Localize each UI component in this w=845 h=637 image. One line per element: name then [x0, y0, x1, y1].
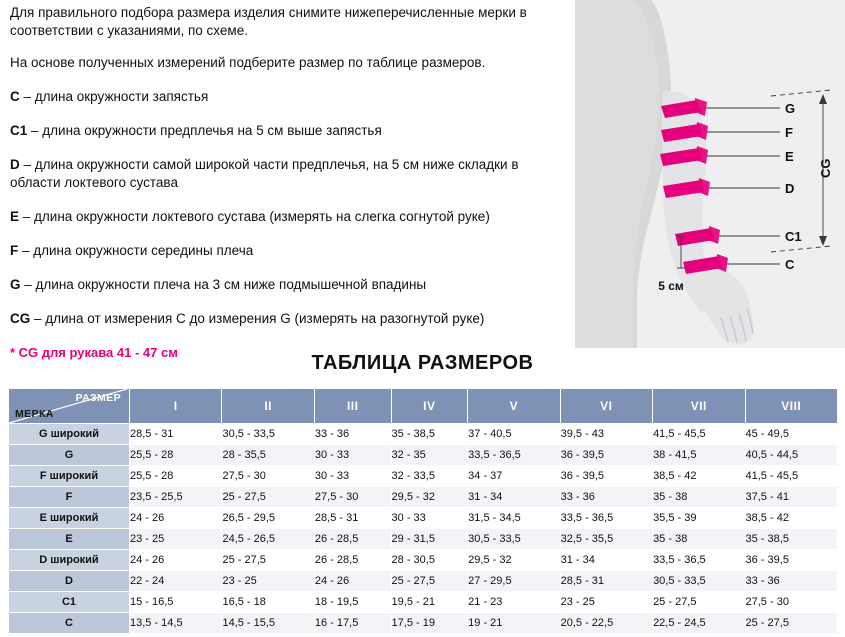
cell-value: 36 - 39,5 [560, 445, 652, 466]
cell-value: 39,5 - 43 [560, 424, 652, 445]
cell-value: 30 - 33 [314, 445, 391, 466]
column-header-v: V [468, 389, 560, 424]
label-e: E [785, 149, 794, 164]
size-table-body [9, 424, 838, 634]
cell-value: 24 - 26 [130, 508, 222, 529]
cell-value: 23 - 25 [222, 571, 314, 592]
column-header-viii: VIII [745, 389, 837, 424]
definition-key-e: E [10, 209, 20, 224]
cell-value: 45 - 49,5 [745, 424, 837, 445]
cell-value: 41,5 - 45,5 [745, 466, 837, 487]
corner-size-label: РАЗМЕР [75, 392, 121, 404]
column-header-ii: II [222, 389, 314, 424]
cell-value: 33,5 - 36,5 [468, 445, 560, 466]
row-label: E [9, 529, 130, 550]
label-c1: C1 [785, 229, 802, 244]
size-table-title: ТАБЛИЦА РАЗМЕРОВ [311, 352, 534, 374]
cell-value: 30,5 - 33,5 [222, 424, 314, 445]
definition-text-e: – длина окружности локтевого сустава (измерять на слегка согнутой руке) [19, 209, 490, 224]
cell-value: 13,5 - 14,5 [130, 613, 222, 634]
definition-d [10, 156, 570, 192]
cell-value: 25 - 27,5 [222, 550, 314, 571]
cell-value: 23 - 25 [560, 592, 652, 613]
intro-paragraph-2: На основе полученных измерений подберите размер по таблице размеров. [10, 55, 486, 70]
definition-e [10, 208, 570, 226]
row-label: D [9, 571, 130, 592]
definition-c [10, 88, 570, 106]
definition-text-d: – длина окружности самой широкой части предплечья, на 5 см ниже складки в области локтевого сустава [10, 157, 519, 190]
definition-text-f: – длина окружности середины плеча [18, 243, 254, 258]
cell-value: 31 - 34 [560, 550, 652, 571]
definition-g [10, 276, 570, 294]
cell-value: 41,5 - 45,5 [653, 424, 745, 445]
cell-value: 33,5 - 36,5 [560, 508, 652, 529]
cell-value: 28,5 - 31 [130, 424, 222, 445]
definition-text-g: – длина окружности плеча на 3 см ниже подмышечной впадины [20, 277, 427, 292]
table-row [9, 571, 838, 592]
cell-value: 22,5 - 24,5 [653, 613, 745, 634]
cell-value: 31,5 - 34,5 [468, 508, 560, 529]
definition-text-c: – длина окружности запястья [19, 89, 209, 104]
sleeve-note: * CG для рукава 41 - 47 см [10, 345, 178, 360]
cell-value: 32 - 33,5 [391, 466, 468, 487]
cell-value: 30 - 33 [391, 508, 468, 529]
cell-value: 35 - 38 [653, 529, 745, 550]
column-header-i: I [130, 389, 222, 424]
cell-value: 24,5 - 26,5 [222, 529, 314, 550]
instructions-column [10, 4, 570, 361]
label-c: C [785, 257, 795, 272]
cell-value: 28 - 30,5 [391, 550, 468, 571]
table-row [9, 424, 838, 445]
table-row [9, 550, 838, 571]
cell-value: 25 - 27,5 [745, 613, 837, 634]
cell-value: 31 - 34 [468, 487, 560, 508]
definition-cg [10, 310, 570, 328]
cell-value: 28,5 - 31 [560, 571, 652, 592]
cell-value: 25,5 - 28 [130, 445, 222, 466]
label-5cm: 5 см [658, 279, 684, 293]
size-table-wrapper [8, 388, 838, 634]
definition-key-d: D [10, 157, 20, 172]
cell-value: 36 - 39,5 [560, 466, 652, 487]
cell-value: 35 - 38 [653, 487, 745, 508]
cell-value: 27,5 - 30 [314, 487, 391, 508]
cell-value: 26 - 28,5 [314, 550, 391, 571]
cell-value: 16 - 17,5 [314, 613, 391, 634]
cell-value: 16,5 - 18 [222, 592, 314, 613]
cell-value: 25 - 27,5 [222, 487, 314, 508]
cell-value: 19 - 21 [468, 613, 560, 634]
definition-key-cg: CG [10, 311, 31, 326]
cell-value: 23,5 - 25,5 [130, 487, 222, 508]
definition-c1 [10, 122, 570, 140]
label-d: D [785, 181, 795, 196]
definition-text-cg: – длина от измерения C до измерения G (измерять на разогнутой руке) [30, 311, 485, 326]
cell-value: 38,5 - 42 [653, 466, 745, 487]
row-label: F широкий [9, 466, 130, 487]
cell-value: 37 - 40,5 [468, 424, 560, 445]
cell-value: 25 - 27,5 [391, 571, 468, 592]
row-label: D широкий [9, 550, 130, 571]
cell-value: 24 - 26 [130, 550, 222, 571]
cell-value: 38 - 41,5 [653, 445, 745, 466]
cell-value: 29,5 - 32 [391, 487, 468, 508]
definition-key-c: C [10, 89, 20, 104]
size-table-head [9, 389, 838, 424]
cell-value: 33 - 36 [745, 571, 837, 592]
definition-text-c1: – длина окружности предплечья на 5 см выше запястья [27, 123, 382, 138]
cell-value: 27 - 29,5 [468, 571, 560, 592]
size-table [8, 388, 838, 634]
intro-paragraph-1: Для правильного подбора размера изделия снимите нижеперечисленные мерки в соответствии с указаниями, по схеме. [10, 5, 527, 38]
table-row [9, 508, 838, 529]
arm-measurement-illustration [575, 0, 845, 348]
definition-key-g: G [10, 277, 21, 292]
definition-f [10, 242, 570, 260]
cell-value: 29,5 - 32 [468, 550, 560, 571]
cell-value: 26,5 - 29,5 [222, 508, 314, 529]
cell-value: 25 - 27,5 [653, 592, 745, 613]
row-label: C1 [9, 592, 130, 613]
cell-value: 30 - 33 [314, 466, 391, 487]
size-table-header-row [9, 389, 838, 424]
cell-value: 32,5 - 35,5 [560, 529, 652, 550]
table-row [9, 466, 838, 487]
cell-value: 22 - 24 [130, 571, 222, 592]
table-row [9, 529, 838, 550]
column-header-vi: VI [560, 389, 652, 424]
cell-value: 38,5 - 42 [745, 508, 837, 529]
cell-value: 17,5 - 19 [391, 613, 468, 634]
label-f: F [785, 125, 793, 140]
table-row [9, 487, 838, 508]
row-label: G широкий [9, 424, 130, 445]
cell-value: 30,5 - 33,5 [653, 571, 745, 592]
cell-value: 33 - 36 [560, 487, 652, 508]
cell-value: 40,5 - 44,5 [745, 445, 837, 466]
column-header-vii: VII [653, 389, 745, 424]
cell-value: 27,5 - 30 [222, 466, 314, 487]
cell-value: 35 - 38,5 [745, 529, 837, 550]
cell-value: 37,5 - 41 [745, 487, 837, 508]
cell-value: 36 - 39,5 [745, 550, 837, 571]
column-header-iv: IV [391, 389, 468, 424]
table-row [9, 613, 838, 634]
table-row [9, 592, 838, 613]
row-label: G [9, 445, 130, 466]
cell-value: 30,5 - 33,5 [468, 529, 560, 550]
cell-value: 15 - 16,5 [130, 592, 222, 613]
cell-value: 26 - 28,5 [314, 529, 391, 550]
row-label: C [9, 613, 130, 634]
cell-value: 29 - 31,5 [391, 529, 468, 550]
cell-value: 27,5 - 30 [745, 592, 837, 613]
label-g: G [785, 101, 796, 116]
row-label: F [9, 487, 130, 508]
label-cg: CG [818, 158, 833, 178]
cell-value: 34 - 37 [468, 466, 560, 487]
table-corner-cell [9, 389, 130, 424]
cell-value: 28,5 - 31 [314, 508, 391, 529]
cell-value: 35,5 - 39 [653, 508, 745, 529]
cell-value: 25,5 - 28 [130, 466, 222, 487]
cell-value: 33,5 - 36,5 [653, 550, 745, 571]
row-label: E широкий [9, 508, 130, 529]
cell-value: 23 - 25 [130, 529, 222, 550]
table-row [9, 445, 838, 466]
definition-key-f: F [10, 243, 19, 258]
cell-value: 14,5 - 15,5 [222, 613, 314, 634]
cell-value: 32 - 35 [391, 445, 468, 466]
cell-value: 24 - 26 [314, 571, 391, 592]
definition-key-c1: C1 [10, 123, 28, 138]
cell-value: 33 - 36 [314, 424, 391, 445]
cell-value: 21 - 23 [468, 592, 560, 613]
cell-value: 28 - 35,5 [222, 445, 314, 466]
cell-value: 35 - 38,5 [391, 424, 468, 445]
cell-value: 18 - 19,5 [314, 592, 391, 613]
cell-value: 19,5 - 21 [391, 592, 468, 613]
cell-value: 20,5 - 22,5 [560, 613, 652, 634]
corner-measure-label: МЕРКА [15, 408, 54, 420]
column-header-iii: III [314, 389, 391, 424]
